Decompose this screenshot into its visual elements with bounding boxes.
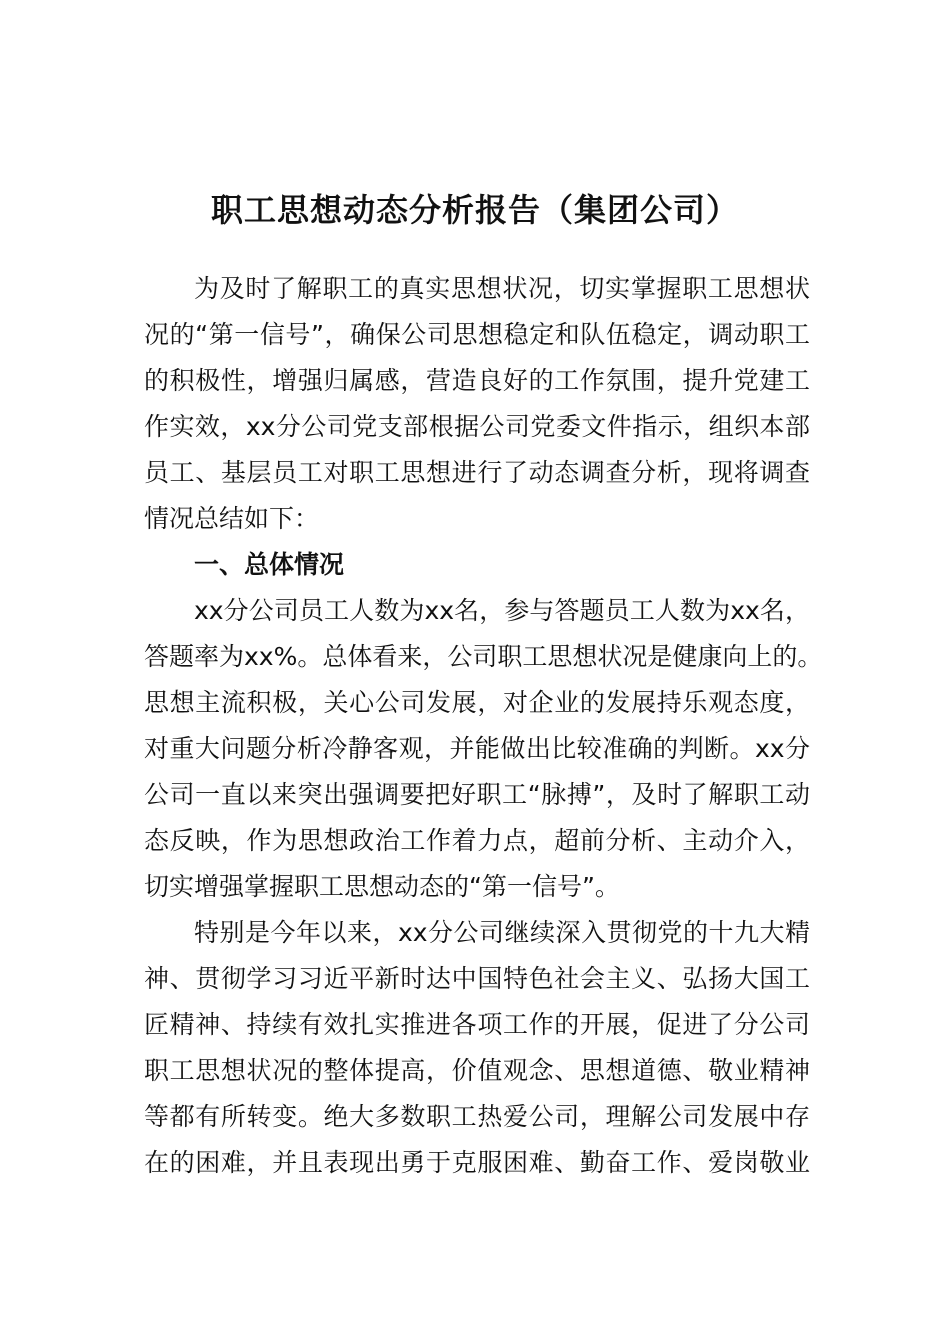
paragraph-line: 切实增强掌握职工思想动态的“第一信号”。 [144,872,620,901]
paragraph-line: 态反映，作为思想政治工作着力点，超前分析、主动介入， [144,826,810,855]
paragraph-line: 在的困难，并且表现出勇于克服困难、勤奋工作、爱岗敬业 [144,1148,810,1177]
paragraph-line: 公司一直以来突出强调要把好职工“脉搏”，及时了解职工动 [144,780,810,809]
paragraph-line: 情况总结如下： [144,504,320,533]
paragraph-line: 况的“第一信号”，确保公司思想稳定和队伍稳定，调动职工 [144,320,810,349]
paragraph-line: 员工、基层员工对职工思想进行了动态调查分析，现将调查 [144,458,810,487]
paragraph-line: 的积极性，增强归属感，营造良好的工作氛围，提升党建工 [144,366,810,395]
paragraph-line: 等都有所转变。绝大多数职工热爱公司，理解公司发展中存 [144,1102,810,1131]
paragraph-line: 职工思想状况的整体提高，价值观念、思想道德、敬业精神 [144,1056,810,1085]
paragraph-line: 匠精神、持续有效扎实推进各项工作的开展，促进了分公司 [144,1010,810,1039]
paragraph-line: 神、贯彻学习习近平新时达中国特色社会主义、弘扬大国工 [144,964,810,993]
paragraph-line: 答题率为xx%。总体看来，公司职工思想状况是健康向上的。 [144,642,823,671]
section-heading: 一、总体情况 [194,550,345,579]
paragraph-line: 对重大问题分析冷静客观，并能做出比较准确的判断。xx分 [144,734,810,763]
paragraph-line: 作实效，xx分公司党支部根据公司党委文件指示，组织本部 [144,412,810,441]
paragraph-line: 特别是今年以来，xx分公司继续深入贯彻党的十九大精 [194,918,810,947]
document-body [144,266,823,1186]
document-title: 职工思想动态分析报告（集团公司） [210,191,739,229]
paragraph-line: xx分公司员工人数为xx名，参与答题员工人数为xx名， [194,596,810,625]
paragraph-line: 为及时了解职工的真实思想状况，切实掌握职工思想状 [194,274,810,303]
paragraph-line: 思想主流积极，关心公司发展，对企业的发展持乐观态度， [144,688,810,717]
